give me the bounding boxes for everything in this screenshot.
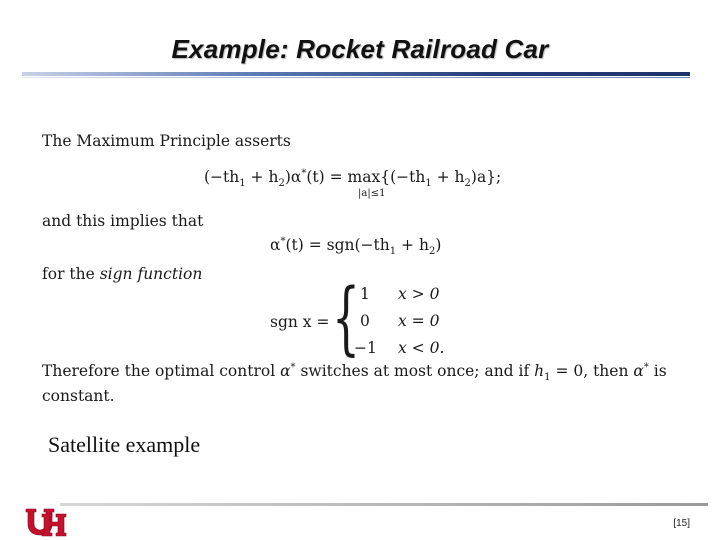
cases-brace: { (332, 271, 360, 364)
footer-rule (60, 503, 708, 506)
excerpt-line-3: for the sign function (42, 265, 203, 283)
university-logo-icon (24, 506, 68, 538)
case-2-value: 0 (360, 312, 370, 330)
excerpt-line-1: The Maximum Principle asserts (42, 132, 291, 150)
title-underline-thin (22, 77, 690, 78)
page-number: [15] (673, 518, 690, 529)
text-excerpt (42, 132, 692, 404)
case-2-condition: x = 0 (398, 312, 440, 330)
case-1-condition: x > 0 (398, 285, 440, 303)
excerpt-line-4: Therefore the optimal control α* switches at most once; and if $h_1 = 0$, then α* is (42, 362, 667, 383)
case-1-value: 1 (360, 285, 370, 303)
max-subscript: |a|≤1 (358, 188, 386, 199)
equation-optimal-control: $\alpha^*(t) = sgn(-th_1 + h_2)$ (270, 236, 442, 257)
equation-max-principle: $(-th_1 + h_2)\alpha^*(t) = \max\{(-th_1 + h_2)a\}$; (204, 168, 502, 189)
case-3-value: −1 (354, 339, 377, 357)
excerpt-line-5: constant. (42, 387, 115, 405)
title-underline (22, 72, 690, 76)
sgn-label: sgn x = (270, 313, 330, 331)
case-3-condition: x < 0. (398, 339, 445, 357)
slide-title: Example: Rocket Railroad Car (171, 34, 549, 64)
satellite-caption: Satellite example (48, 432, 201, 457)
excerpt-line-2: and this implies that (42, 212, 204, 230)
